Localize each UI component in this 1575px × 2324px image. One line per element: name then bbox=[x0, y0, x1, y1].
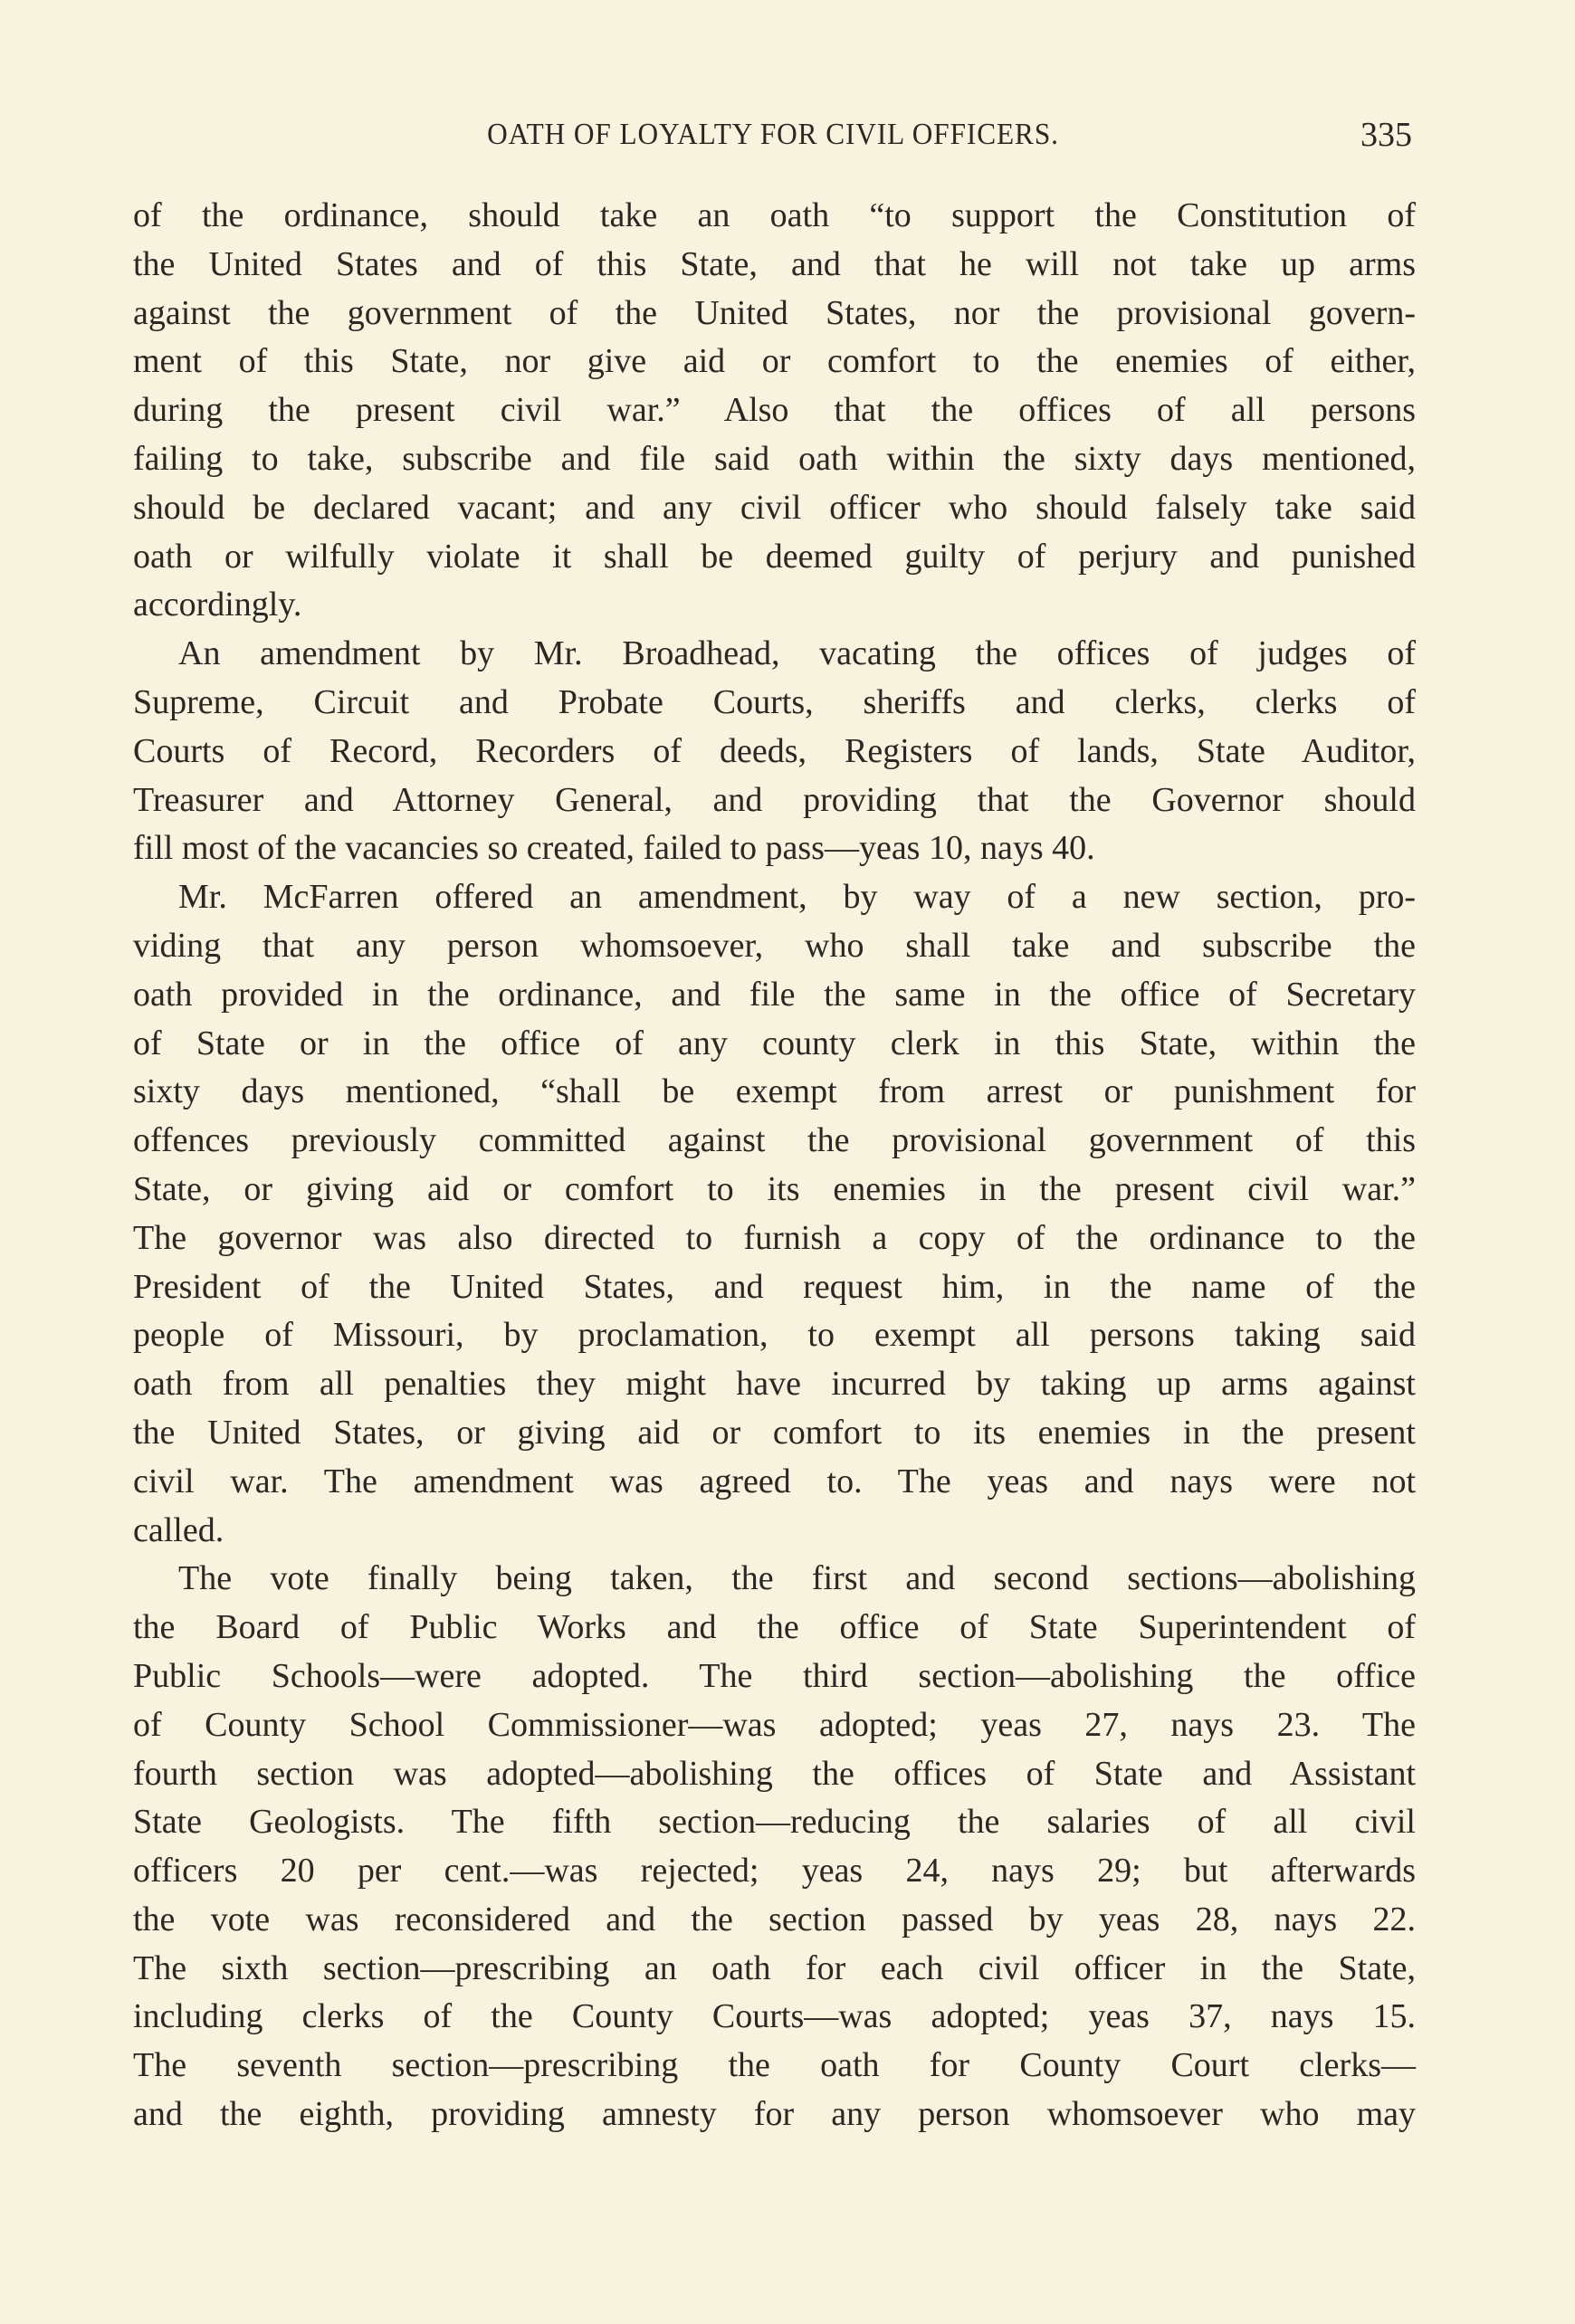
text-line: Public Schools—were adopted. The third section—abolishing the office bbox=[133, 1656, 1416, 1695]
text-line: Mr. McFarren offered an amendment, by way of a new section, pro- bbox=[178, 878, 1416, 917]
text-line: of State or in the office of any county clerk in this State, within the bbox=[133, 1024, 1416, 1062]
text-line: President of the United States, and request him, in the name of the bbox=[133, 1267, 1416, 1306]
page-number: 335 bbox=[1360, 116, 1412, 154]
text-line: fourth section was adopted—abolishing the offices of State and Assistant bbox=[133, 1754, 1416, 1793]
running-head-title: OATH OF LOYALTY FOR CIVIL OFFICERS. bbox=[487, 118, 1059, 151]
body-text bbox=[133, 192, 1416, 2139]
text-line: viding that any person whomsoever, who shall take and subscribe the bbox=[133, 926, 1416, 965]
text-line: Treasurer and Attorney General, and providing that the Governor should bbox=[133, 780, 1416, 819]
text-line: The seventh section—prescribing the oath for County Court clerks— bbox=[133, 2046, 1416, 2085]
text-line: including clerks of the County Courts—was adopted; yeas 37, nays 15. bbox=[133, 1997, 1416, 2036]
text-line: oath or wilfully violate it shall be deemed guilty of perjury and punished bbox=[133, 537, 1416, 576]
paragraph bbox=[133, 873, 1416, 1555]
text-line: State, or giving aid or comfort to its enemies in the present civil war.” bbox=[133, 1169, 1416, 1208]
text-line: The sixth section—prescribing an oath for each civil officer in the State, bbox=[133, 1948, 1416, 1987]
text-line: offences previously committed against the provisional government of this bbox=[133, 1121, 1416, 1160]
text-line: called. bbox=[133, 1510, 224, 1549]
text-line: An amendment by Mr. Broadhead, vacating the offices of judges of bbox=[178, 634, 1416, 673]
text-line: Courts of Record, Recorders of deeds, Registers of lands, State Auditor, bbox=[133, 731, 1416, 770]
text-line: and the eighth, providing amnesty for any person whomsoever who may bbox=[133, 2095, 1416, 2134]
text-line: of County School Commissioner—was adopted; yeas 27, nays 23. The bbox=[133, 1705, 1416, 1744]
text-line: The governor was also directed to furnish a copy of the ordinance to the bbox=[133, 1218, 1416, 1257]
text-line: Supreme, Circuit and Probate Courts, sheriffs and clerks, clerks of bbox=[133, 682, 1416, 721]
text-line: oath from all penalties they might have incurred by taking up arms against bbox=[133, 1365, 1416, 1404]
text-line: oath provided in the ordinance, and file the same in the office of Secretary bbox=[133, 975, 1416, 1014]
text-line: failing to take, subscribe and file said oath within the sixty days mentioned, bbox=[133, 439, 1416, 478]
text-line: during the present civil war.” Also that the offices of all persons bbox=[133, 391, 1416, 430]
text-line: should be declared vacant; and any civil officer who should falsely take said bbox=[133, 488, 1416, 527]
text-line: of the ordinance, should take an oath “to support the Constitution of bbox=[133, 196, 1416, 234]
paragraph bbox=[133, 1555, 1416, 2139]
paragraph bbox=[133, 630, 1416, 873]
text-line: sixty days mentioned, “shall be exempt from arrest or punishment for bbox=[133, 1072, 1416, 1111]
text-line: the vote was reconsidered and the section passed by yeas 28, nays 22. bbox=[133, 1900, 1416, 1938]
text-line: officers 20 per cent.—was rejected; yeas 24, nays 29; but afterwards bbox=[133, 1852, 1416, 1891]
text-line: the Board of Public Works and the office of State Superintendent of bbox=[133, 1608, 1416, 1647]
text-line: accordingly. bbox=[133, 586, 302, 624]
text-line: the United States and of this State, and that he will not take up arms bbox=[133, 244, 1416, 283]
running-header bbox=[133, 112, 1416, 157]
text-line: against the government of the United States, nor the provisional govern- bbox=[133, 293, 1416, 332]
text-line: people of Missouri, by proclamation, to exempt all persons taking said bbox=[133, 1316, 1416, 1355]
text-line: the United States, or giving aid or comfort to its enemies in the present bbox=[133, 1413, 1416, 1452]
text-line: civil war. The amendment was agreed to. The yeas and nays were not bbox=[133, 1462, 1416, 1500]
text-line: The vote finally being taken, the first and second sections—abolishing bbox=[178, 1559, 1416, 1598]
text-line: fill most of the vacancies so created, failed to pass—yeas 10, nays 40. bbox=[133, 829, 1095, 868]
text-line: ment of this State, nor give aid or comfort to the enemies of either, bbox=[133, 342, 1416, 381]
text-line: State Geologists. The fifth section—reducing the salaries of all civil bbox=[133, 1803, 1416, 1842]
paragraph bbox=[133, 192, 1416, 630]
